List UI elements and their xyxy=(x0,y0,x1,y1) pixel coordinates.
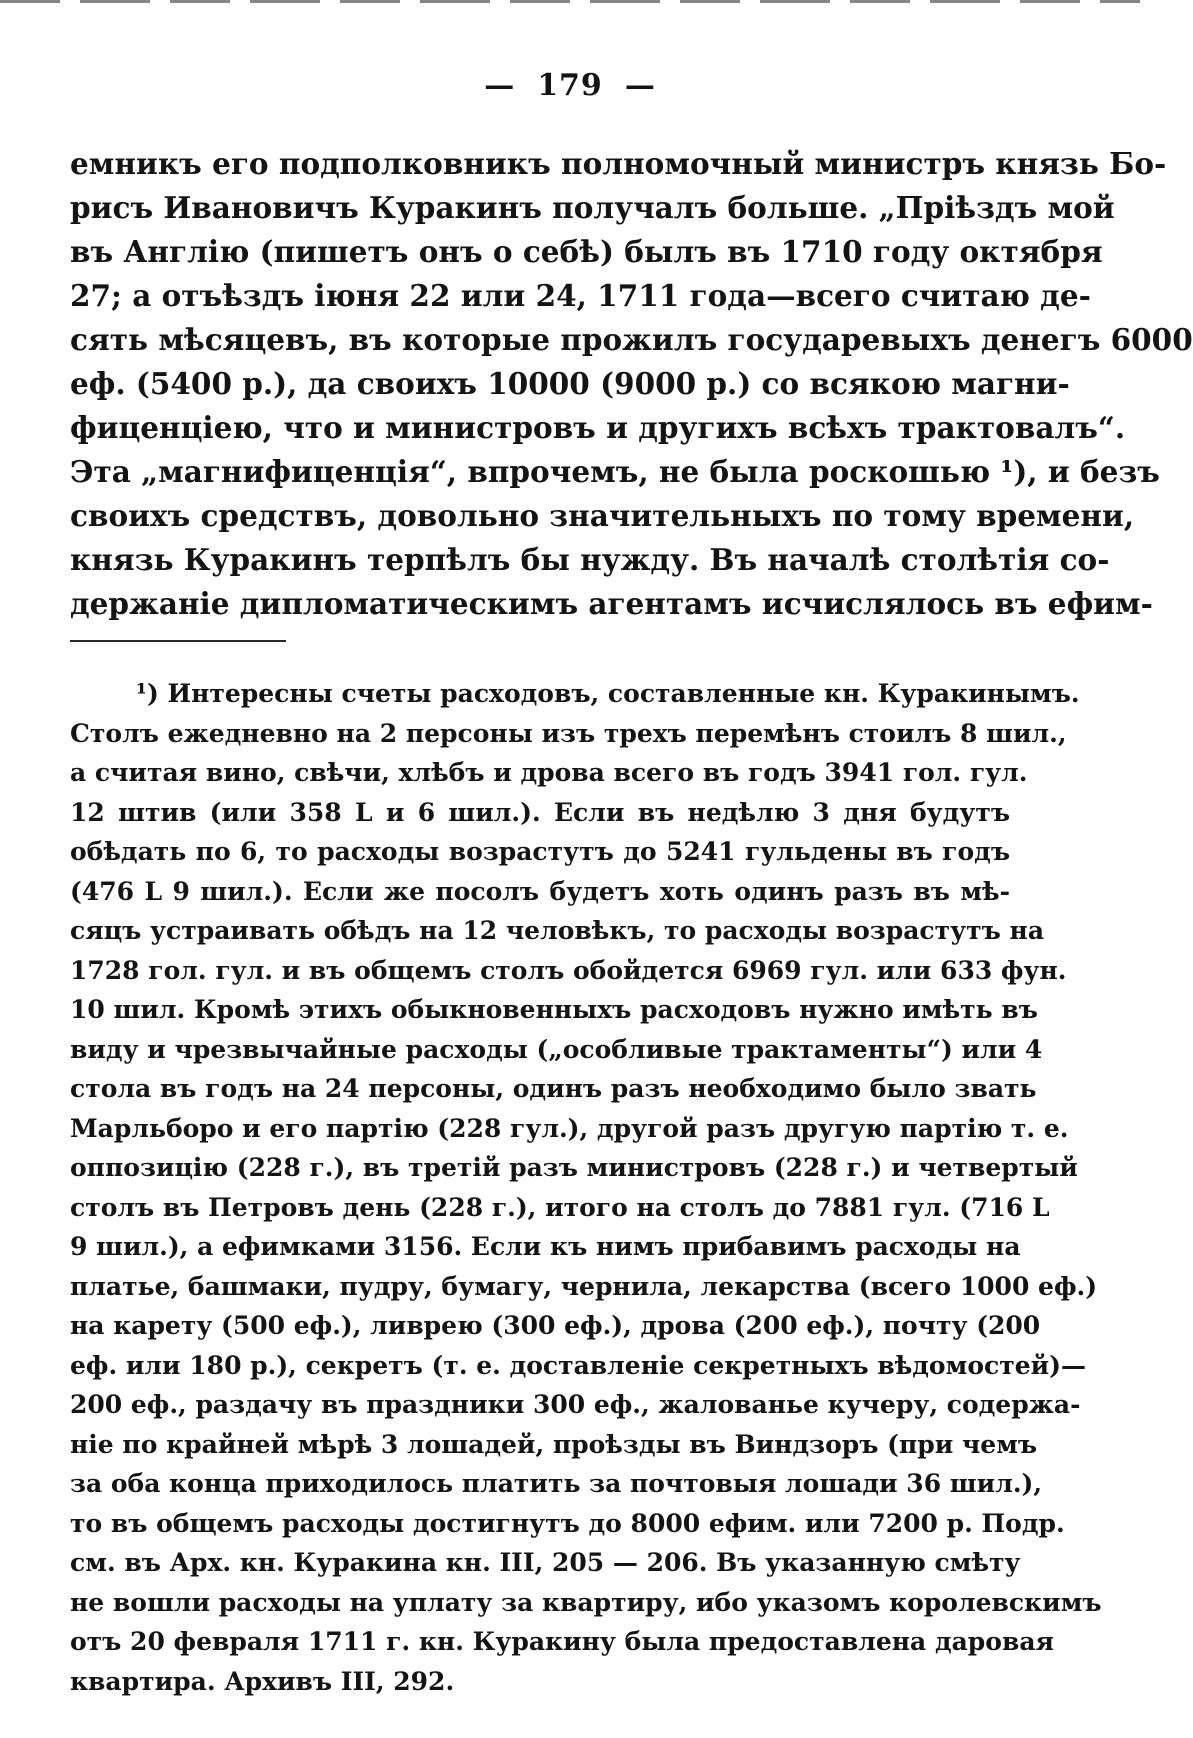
footnote-line: 12 штив (или 358 L и 6 шил.). Если въ недѣлю 3 дня будутъ xyxy=(70,797,1010,827)
text-line: рисъ Ивановичъ Куракинъ получалъ больше. „Пріѣздъ мой xyxy=(70,190,1115,225)
text-line: фиценціею, что и министровъ и другихъ всѣхъ трактовалъ“. xyxy=(70,410,1126,445)
footnote-divider xyxy=(70,640,286,642)
footnote-line: ¹) Интересны счеты расходовъ, составленные кн. Куракинымъ. xyxy=(136,679,1080,708)
footnote-line: стола въ годъ на 24 персоны, одинъ разъ необходимо было звать xyxy=(70,1074,1037,1103)
footnote-line: виду и чрезвычайные расходы („особливые трактаменты“) или 4 xyxy=(70,1034,1043,1064)
text-line: держаніе дипломатическимъ агентамъ исчислялось въ ефим- xyxy=(70,586,1153,621)
footnote-line: квартира. Архивъ III, 292. xyxy=(70,1666,455,1696)
text-line: князь Куракинъ терпѣлъ бы нужду. Въ началѣ столѣтія со- xyxy=(70,542,1110,577)
footnote-line: не вошли расходы на уплату за квартиру, ибо указомъ королевскимъ xyxy=(70,1587,1102,1617)
footnote-line: платье, башмаки, пудру, бумагу, чернила, лекарства (всего 1000 еф.) xyxy=(70,1271,1098,1301)
footnote-line: сяцъ устраивать обѣдъ на 12 человѣкъ, то расходы возрастутъ на xyxy=(70,916,1045,945)
footnote-block xyxy=(70,674,1102,1701)
text-line: еф. (5400 р.), да своихъ 10000 (9000 р.) со всякою магни- xyxy=(70,366,1070,401)
footnote-line: ніе по крайней мѣрѣ 3 лошадей, проѣзды въ Виндзоръ (при чемъ xyxy=(70,1429,1038,1459)
footnote-line: еф. или 180 р.), секретъ (т. е. доставленіе секретныхъ вѣдомостей)— xyxy=(70,1350,1086,1380)
footnote-line: 10 шил. Кромѣ этихъ обыкновенныхъ расходовъ нужно имѣть въ xyxy=(70,995,1038,1024)
footnote-line: а считая вино, свѣчи, хлѣбъ и дрова всего въ годъ 3941 гол. гул. xyxy=(70,758,1028,787)
footnote-line: см. въ Арх. кн. Куракина кн. III, 205 — 206. Въ указанную смѣту xyxy=(70,1548,1021,1577)
page-header xyxy=(0,68,1140,103)
main-text-block xyxy=(70,142,1193,626)
footnote-line: Марльборо и его партію (228 гул.), другой разъ другую партію т. е. xyxy=(70,1113,1069,1143)
text-line: Эта „магнифиценція“, впрочемъ, не была роскошью ¹), и безъ xyxy=(70,454,1160,489)
footnote-line: (476 L 9 шил.). Если же посолъ будетъ хоть одинъ разъ въ мѣ- xyxy=(70,876,1010,906)
footnote-line: Столъ ежедневно на 2 персоны изъ трехъ перемѣнъ стоилъ 8 шил., xyxy=(70,718,1067,748)
footnote-line: за оба конца приходилось платить за почтовыя лошади 36 шил.), xyxy=(70,1469,1043,1498)
text-line: сять мѣсяцевъ, въ которые прожилъ государевыхъ денегъ 6000 xyxy=(70,322,1193,357)
footnote-line: 1728 гол. гул. и въ общемъ столъ обойдется 6969 гул. или 633 фун. xyxy=(70,955,1067,985)
header-dash-right: — xyxy=(624,68,656,103)
header-dash-left: — xyxy=(484,68,516,103)
text-line: 27; а отъѣздъ іюня 22 или 24, 1711 года—всего считаю де- xyxy=(70,278,1091,313)
footnote-line: оппозицію (228 г.), въ третій разъ министровъ (228 г.) и четвертый xyxy=(70,1153,1078,1182)
page-number: 179 xyxy=(537,68,603,103)
footnote-line: 200 еф., раздачу въ праздники 300 еф., жалованье кучеру, содержа- xyxy=(70,1390,1081,1419)
footnote-line: то въ общемъ расходы достигнутъ до 8000 ефим. или 7200 р. Подр. xyxy=(70,1508,1065,1538)
footnote-line: 9 шил.), а ефимками 3156. Если къ нимъ прибавимъ расходы на xyxy=(70,1232,1021,1261)
footnote-line: обѣдать по 6, то расходы возрастутъ до 5241 гульдены въ годъ xyxy=(70,837,1010,866)
scan-edge xyxy=(0,0,1140,3)
footnote-line: отъ 20 февраля 1711 г. кн. Куракину была предоставлена даровая xyxy=(70,1627,1054,1656)
text-line: въ Англію (пишетъ онъ о себѣ) былъ въ 1710 году октября xyxy=(70,234,1103,269)
text-line: емникъ его подполковникъ полномочный министръ князь Бо- xyxy=(70,146,1167,181)
footnote-line: на карету (500 еф.), ливрею (300 еф.), дрова (200 еф.), почту (200 xyxy=(70,1311,1041,1340)
footnote-line: столъ въ Петровъ день (228 г.), итого на столъ до 7881 гул. (716 L xyxy=(70,1192,1050,1222)
text-line: своихъ средствъ, довольно значительныхъ по тому времени, xyxy=(70,498,1135,533)
